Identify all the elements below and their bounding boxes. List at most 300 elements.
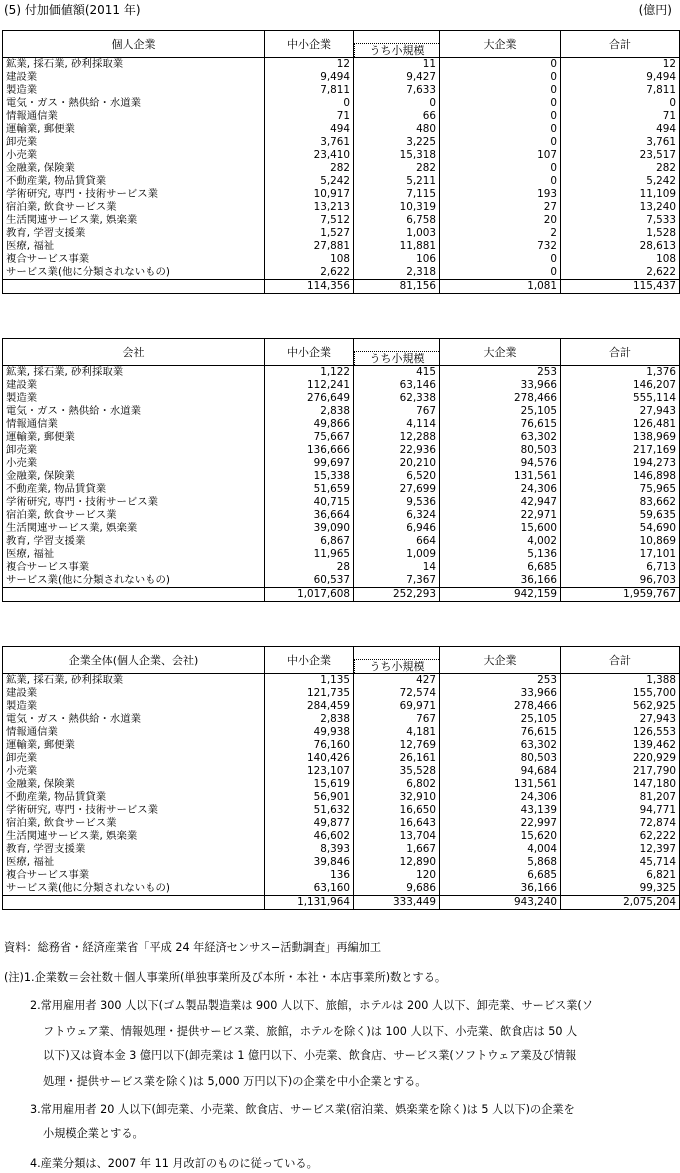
value-total: 96,703 [561,574,680,588]
table-row [3,266,680,280]
value-total: 11,109 [561,188,680,201]
table-row [3,674,680,688]
value-total: 2,622 [561,266,680,280]
value-large: 278,466 [440,392,561,405]
value-large: 36,166 [440,882,561,896]
value-total: 23,517 [561,149,680,162]
value-total: 62,222 [561,830,680,843]
table-row [3,214,680,227]
value-tiny: 66 [354,110,440,123]
value-small: 3,761 [265,136,354,149]
value-total: 10,869 [561,535,680,548]
industry-name: 建設業 [3,71,265,84]
table-row [3,830,680,843]
industry-name: 製造業 [3,84,265,97]
value-tiny: 16,643 [354,817,440,830]
value-total: 12,397 [561,843,680,856]
value-large: 63,302 [440,431,561,444]
industry-name: 不動産業, 物品賃貸業 [3,175,265,188]
value-tiny: 9,686 [354,882,440,896]
total-small: 1,017,608 [265,588,354,602]
value-tiny: 480 [354,123,440,136]
table-row [3,97,680,110]
value-small: 28 [265,561,354,574]
table-row [3,201,680,214]
value-small: 36,664 [265,509,354,522]
value-large: 27 [440,201,561,214]
value-large: 253 [440,366,561,380]
industry-name: 不動産業, 物品賃貸業 [3,483,265,496]
total-total: 1,959,767 [561,588,680,602]
value-large: 42,947 [440,496,561,509]
value-tiny: 1,009 [354,548,440,561]
industry-name: サービス業(他に分類されないもの) [3,882,265,896]
industry-name: 医療, 福祉 [3,240,265,253]
value-small: 71 [265,110,354,123]
value-total: 12 [561,58,680,72]
industry-name: 生活関連サービス業, 娯楽業 [3,214,265,227]
value-small: 51,632 [265,804,354,817]
value-tiny: 6,802 [354,778,440,791]
table-section-label: 個人企業 [3,31,265,58]
value-total: 72,874 [561,817,680,830]
col-header-large: 大企業 [440,31,561,58]
total-tiny: 333,449 [354,896,440,910]
industry-name: 生活関連サービス業, 娯楽業 [3,522,265,535]
table-row [3,405,680,418]
col-header-total: 合計 [561,647,680,674]
value-large: 0 [440,266,561,280]
value-total: 83,662 [561,496,680,509]
table-row [3,253,680,266]
value-total: 194,273 [561,457,680,470]
value-large: 0 [440,58,561,72]
value-tiny: 6,520 [354,470,440,483]
industry-name: 製造業 [3,392,265,405]
value-large: 0 [440,253,561,266]
industry-name: 鉱業, 採石業, 砂利採取業 [3,58,265,72]
data-table [2,646,680,910]
value-large: 5,136 [440,548,561,561]
value-small: 49,866 [265,418,354,431]
value-tiny: 15,318 [354,149,440,162]
note-2-cont-2: 以下)又は資本金 3 億円以下(卸売業は 1 億円以下、小売業、飲食店、サービス業(ソフトウェア業及び情報 [43,1049,577,1062]
table-row [3,58,680,72]
table-section-label: 会社 [3,339,265,366]
table-row [3,162,680,175]
value-total: 3,761 [561,136,680,149]
industry-name: 教育, 学習支援業 [3,843,265,856]
table-row [3,136,680,149]
value-small: 76,160 [265,739,354,752]
industry-name: 鉱業, 採石業, 砂利採取業 [3,674,265,688]
value-large: 253 [440,674,561,688]
value-large: 15,600 [440,522,561,535]
value-small: 2,622 [265,266,354,280]
industry-name: 電気・ガス・熱供給・水道業 [3,405,265,418]
note-2-cont-3: 処理・提供サービス業を除く)は 5,000 万円以下)の企業を中小企業とする。 [43,1075,427,1088]
note-4: 4.産業分類は、2007 年 11 月改訂のものに従っている。 [30,1157,318,1170]
value-small: 15,619 [265,778,354,791]
table-row [3,791,680,804]
industry-name: 卸売業 [3,752,265,765]
source-note: 資料：総務省・経済産業省「平成 24 年経済センサス−活動調査」再編加工 [4,941,382,954]
industry-name: サービス業(他に分類されないもの) [3,574,265,588]
value-total: 108 [561,253,680,266]
value-small: 1,135 [265,674,354,688]
industry-name: 教育, 学習支援業 [3,535,265,548]
value-tiny: 664 [354,535,440,548]
value-large: 0 [440,110,561,123]
total-tiny: 252,293 [354,588,440,602]
value-total: 494 [561,123,680,136]
industry-name: 宿泊業, 飲食サービス業 [3,509,265,522]
value-small: 46,602 [265,830,354,843]
col-header-tiny: うち小規模 [354,351,439,365]
value-total: 94,771 [561,804,680,817]
value-small: 136,666 [265,444,354,457]
total-small: 1,131,964 [265,896,354,910]
value-large: 24,306 [440,483,561,496]
data-table [2,30,680,294]
industry-name: 小売業 [3,149,265,162]
value-small: 2,838 [265,713,354,726]
value-small: 15,338 [265,470,354,483]
value-small: 27,881 [265,240,354,253]
value-large: 25,105 [440,405,561,418]
value-total: 27,943 [561,405,680,418]
value-total: 562,925 [561,700,680,713]
value-tiny: 7,633 [354,84,440,97]
industry-name: サービス業(他に分類されないもの) [3,266,265,280]
value-small: 7,512 [265,214,354,227]
table-row [3,110,680,123]
value-small: 276,649 [265,392,354,405]
total-small: 114,356 [265,280,354,294]
industry-name: 建設業 [3,687,265,700]
industry-name: 小売業 [3,765,265,778]
col-header-tiny-cell [354,31,440,58]
table-row [3,882,680,896]
note-2: 2.常用雇用者 300 人以下(ゴム製品製造業は 900 人以下、旅館，ホテルは 200 人以下、卸売業、サービス業(ソ [30,999,593,1012]
value-total: 7,811 [561,84,680,97]
table-row [3,869,680,882]
table-row [3,700,680,713]
industry-name: 不動産業, 物品賃貸業 [3,791,265,804]
table-row [3,804,680,817]
value-tiny: 2,318 [354,266,440,280]
value-small: 121,735 [265,687,354,700]
table-row [3,240,680,253]
col-header-small: 中小企業 [265,31,354,58]
value-large: 25,105 [440,713,561,726]
value-small: 10,917 [265,188,354,201]
value-tiny: 14 [354,561,440,574]
value-large: 63,302 [440,739,561,752]
value-large: 4,004 [440,843,561,856]
value-small: 99,697 [265,457,354,470]
table-row [3,366,680,380]
table-row [3,739,680,752]
total-total: 2,075,204 [561,896,680,910]
value-total: 45,714 [561,856,680,869]
table-row [3,470,680,483]
value-tiny: 4,181 [354,726,440,739]
value-large: 94,684 [440,765,561,778]
value-small: 140,426 [265,752,354,765]
value-total: 126,553 [561,726,680,739]
industry-name: 鉱業, 採石業, 砂利採取業 [3,366,265,380]
value-small: 7,811 [265,84,354,97]
industry-name: 複合サービス事業 [3,253,265,266]
col-header-large: 大企業 [440,647,561,674]
value-small: 136 [265,869,354,882]
table-row [3,548,680,561]
value-small: 75,667 [265,431,354,444]
industry-name: 運輸業, 郵便業 [3,431,265,444]
value-tiny: 11 [354,58,440,72]
value-tiny: 12,769 [354,739,440,752]
value-tiny: 6,758 [354,214,440,227]
value-total: 146,898 [561,470,680,483]
industry-name: 学術研究, 専門・技術サービス業 [3,496,265,509]
total-tiny: 81,156 [354,280,440,294]
col-header-large: 大企業 [440,339,561,366]
table-row [3,379,680,392]
value-large: 107 [440,149,561,162]
table-row [3,687,680,700]
value-tiny: 13,704 [354,830,440,843]
industry-name: 卸売業 [3,136,265,149]
table-row [3,71,680,84]
value-tiny: 3,225 [354,136,440,149]
value-small: 39,846 [265,856,354,869]
col-header-total: 合計 [561,31,680,58]
value-tiny: 767 [354,713,440,726]
note-3: 3.常用雇用者 20 人以下(卸売業、小売業、飲食店、サービス業(宿泊業、娯楽業を除く)は 5 人以下)の企業を [30,1103,575,1116]
value-tiny: 6,324 [354,509,440,522]
value-tiny: 282 [354,162,440,175]
value-total: 0 [561,97,680,110]
industry-name: 金融業, 保険業 [3,470,265,483]
value-tiny: 9,427 [354,71,440,84]
value-total: 220,929 [561,752,680,765]
value-small: 49,938 [265,726,354,739]
value-tiny: 120 [354,869,440,882]
table-row [3,778,680,791]
value-small: 108 [265,253,354,266]
value-small: 112,241 [265,379,354,392]
value-total: 7,533 [561,214,680,227]
value-tiny: 1,667 [354,843,440,856]
industry-name: 電気・ガス・熱供給・水道業 [3,713,265,726]
industry-name: 運輸業, 郵便業 [3,739,265,752]
value-total: 126,481 [561,418,680,431]
total-large: 942,159 [440,588,561,602]
value-large: 6,685 [440,561,561,574]
page-title: (5) 付加価値額(2011 年) [4,3,141,17]
value-total: 54,690 [561,522,680,535]
value-small: 13,213 [265,201,354,214]
table-row [3,843,680,856]
total-large: 1,081 [440,280,561,294]
table-row [3,483,680,496]
value-large: 80,503 [440,444,561,457]
industry-name: 学術研究, 専門・技術サービス業 [3,804,265,817]
value-tiny: 32,910 [354,791,440,804]
value-tiny: 1,003 [354,227,440,240]
value-tiny: 12,890 [354,856,440,869]
value-large: 36,166 [440,574,561,588]
table-row [3,149,680,162]
value-large: 131,561 [440,470,561,483]
value-total: 217,790 [561,765,680,778]
value-total: 59,635 [561,509,680,522]
value-tiny: 10,319 [354,201,440,214]
note-2-cont-1: フトウェア業、情報処理・提供サービス業、旅館，ホテルを除く)は 100 人以下、小売業、飲食店は 50 人 [43,1025,578,1038]
unit-label: (億円) [638,3,672,17]
table-row [3,509,680,522]
col-header-tiny: うち小規模 [354,43,439,57]
industry-name: 生活関連サービス業, 娯楽業 [3,830,265,843]
note-1: (注)1.企業数＝会社数＋個人事業所(単独事業所及び本所・本社・本店事業所)数とする。 [4,971,447,984]
value-tiny: 69,971 [354,700,440,713]
value-total: 217,169 [561,444,680,457]
industry-name: 製造業 [3,700,265,713]
value-total: 146,207 [561,379,680,392]
value-total: 75,965 [561,483,680,496]
total-total: 115,437 [561,280,680,294]
value-large: 94,576 [440,457,561,470]
value-total: 17,101 [561,548,680,561]
value-tiny: 62,338 [354,392,440,405]
value-large: 80,503 [440,752,561,765]
value-small: 51,659 [265,483,354,496]
value-small: 12 [265,58,354,72]
total-row [3,896,680,910]
col-header-small: 中小企業 [265,647,354,674]
value-large: 0 [440,175,561,188]
value-tiny: 6,946 [354,522,440,535]
value-small: 56,901 [265,791,354,804]
value-tiny: 9,536 [354,496,440,509]
col-header-small: 中小企業 [265,339,354,366]
value-small: 494 [265,123,354,136]
value-tiny: 106 [354,253,440,266]
value-large: 0 [440,71,561,84]
table-row [3,392,680,405]
value-small: 1,527 [265,227,354,240]
value-total: 282 [561,162,680,175]
total-label [3,896,265,910]
total-row [3,280,680,294]
value-small: 11,965 [265,548,354,561]
industry-name: 学術研究, 専門・技術サービス業 [3,188,265,201]
col-header-tiny-cell [354,339,440,366]
value-small: 63,160 [265,882,354,896]
value-total: 139,462 [561,739,680,752]
value-tiny: 7,115 [354,188,440,201]
value-large: 22,997 [440,817,561,830]
value-tiny: 26,161 [354,752,440,765]
value-small: 6,867 [265,535,354,548]
industry-name: 運輸業, 郵便業 [3,123,265,136]
value-large: 0 [440,136,561,149]
total-label [3,588,265,602]
value-total: 5,242 [561,175,680,188]
value-large: 15,620 [440,830,561,843]
data-table [2,338,680,602]
value-small: 60,537 [265,574,354,588]
value-total: 138,969 [561,431,680,444]
industry-name: 卸売業 [3,444,265,457]
value-large: 131,561 [440,778,561,791]
value-tiny: 72,574 [354,687,440,700]
note-3-cont: 小規模企業とする。 [43,1127,144,1140]
table-header [3,647,680,674]
value-large: 732 [440,240,561,253]
value-tiny: 427 [354,674,440,688]
table-row [3,535,680,548]
value-small: 1,122 [265,366,354,380]
value-tiny: 63,146 [354,379,440,392]
value-small: 282 [265,162,354,175]
value-total: 555,114 [561,392,680,405]
value-large: 22,971 [440,509,561,522]
value-total: 81,207 [561,791,680,804]
value-tiny: 4,114 [354,418,440,431]
value-total: 155,700 [561,687,680,700]
value-tiny: 12,288 [354,431,440,444]
col-header-tiny-cell [354,647,440,674]
value-total: 6,713 [561,561,680,574]
value-tiny: 22,936 [354,444,440,457]
industry-name: 複合サービス事業 [3,869,265,882]
value-small: 49,877 [265,817,354,830]
table-row [3,418,680,431]
value-large: 0 [440,123,561,136]
table-row [3,713,680,726]
value-tiny: 20,210 [354,457,440,470]
value-total: 28,613 [561,240,680,253]
value-small: 123,107 [265,765,354,778]
table-row [3,431,680,444]
value-tiny: 0 [354,97,440,110]
industry-name: 医療, 福祉 [3,548,265,561]
table-row [3,856,680,869]
table-row [3,496,680,509]
industry-name: 金融業, 保険業 [3,778,265,791]
value-large: 24,306 [440,791,561,804]
value-total: 147,180 [561,778,680,791]
value-large: 33,966 [440,379,561,392]
industry-name: 宿泊業, 飲食サービス業 [3,817,265,830]
table-row [3,574,680,588]
value-small: 39,090 [265,522,354,535]
total-row [3,588,680,602]
value-small: 8,393 [265,843,354,856]
value-small: 9,494 [265,71,354,84]
table-row [3,227,680,240]
col-header-total: 合計 [561,339,680,366]
value-tiny: 11,881 [354,240,440,253]
value-large: 6,685 [440,869,561,882]
value-small: 0 [265,97,354,110]
table-row [3,457,680,470]
value-large: 278,466 [440,700,561,713]
value-large: 43,139 [440,804,561,817]
value-tiny: 16,650 [354,804,440,817]
